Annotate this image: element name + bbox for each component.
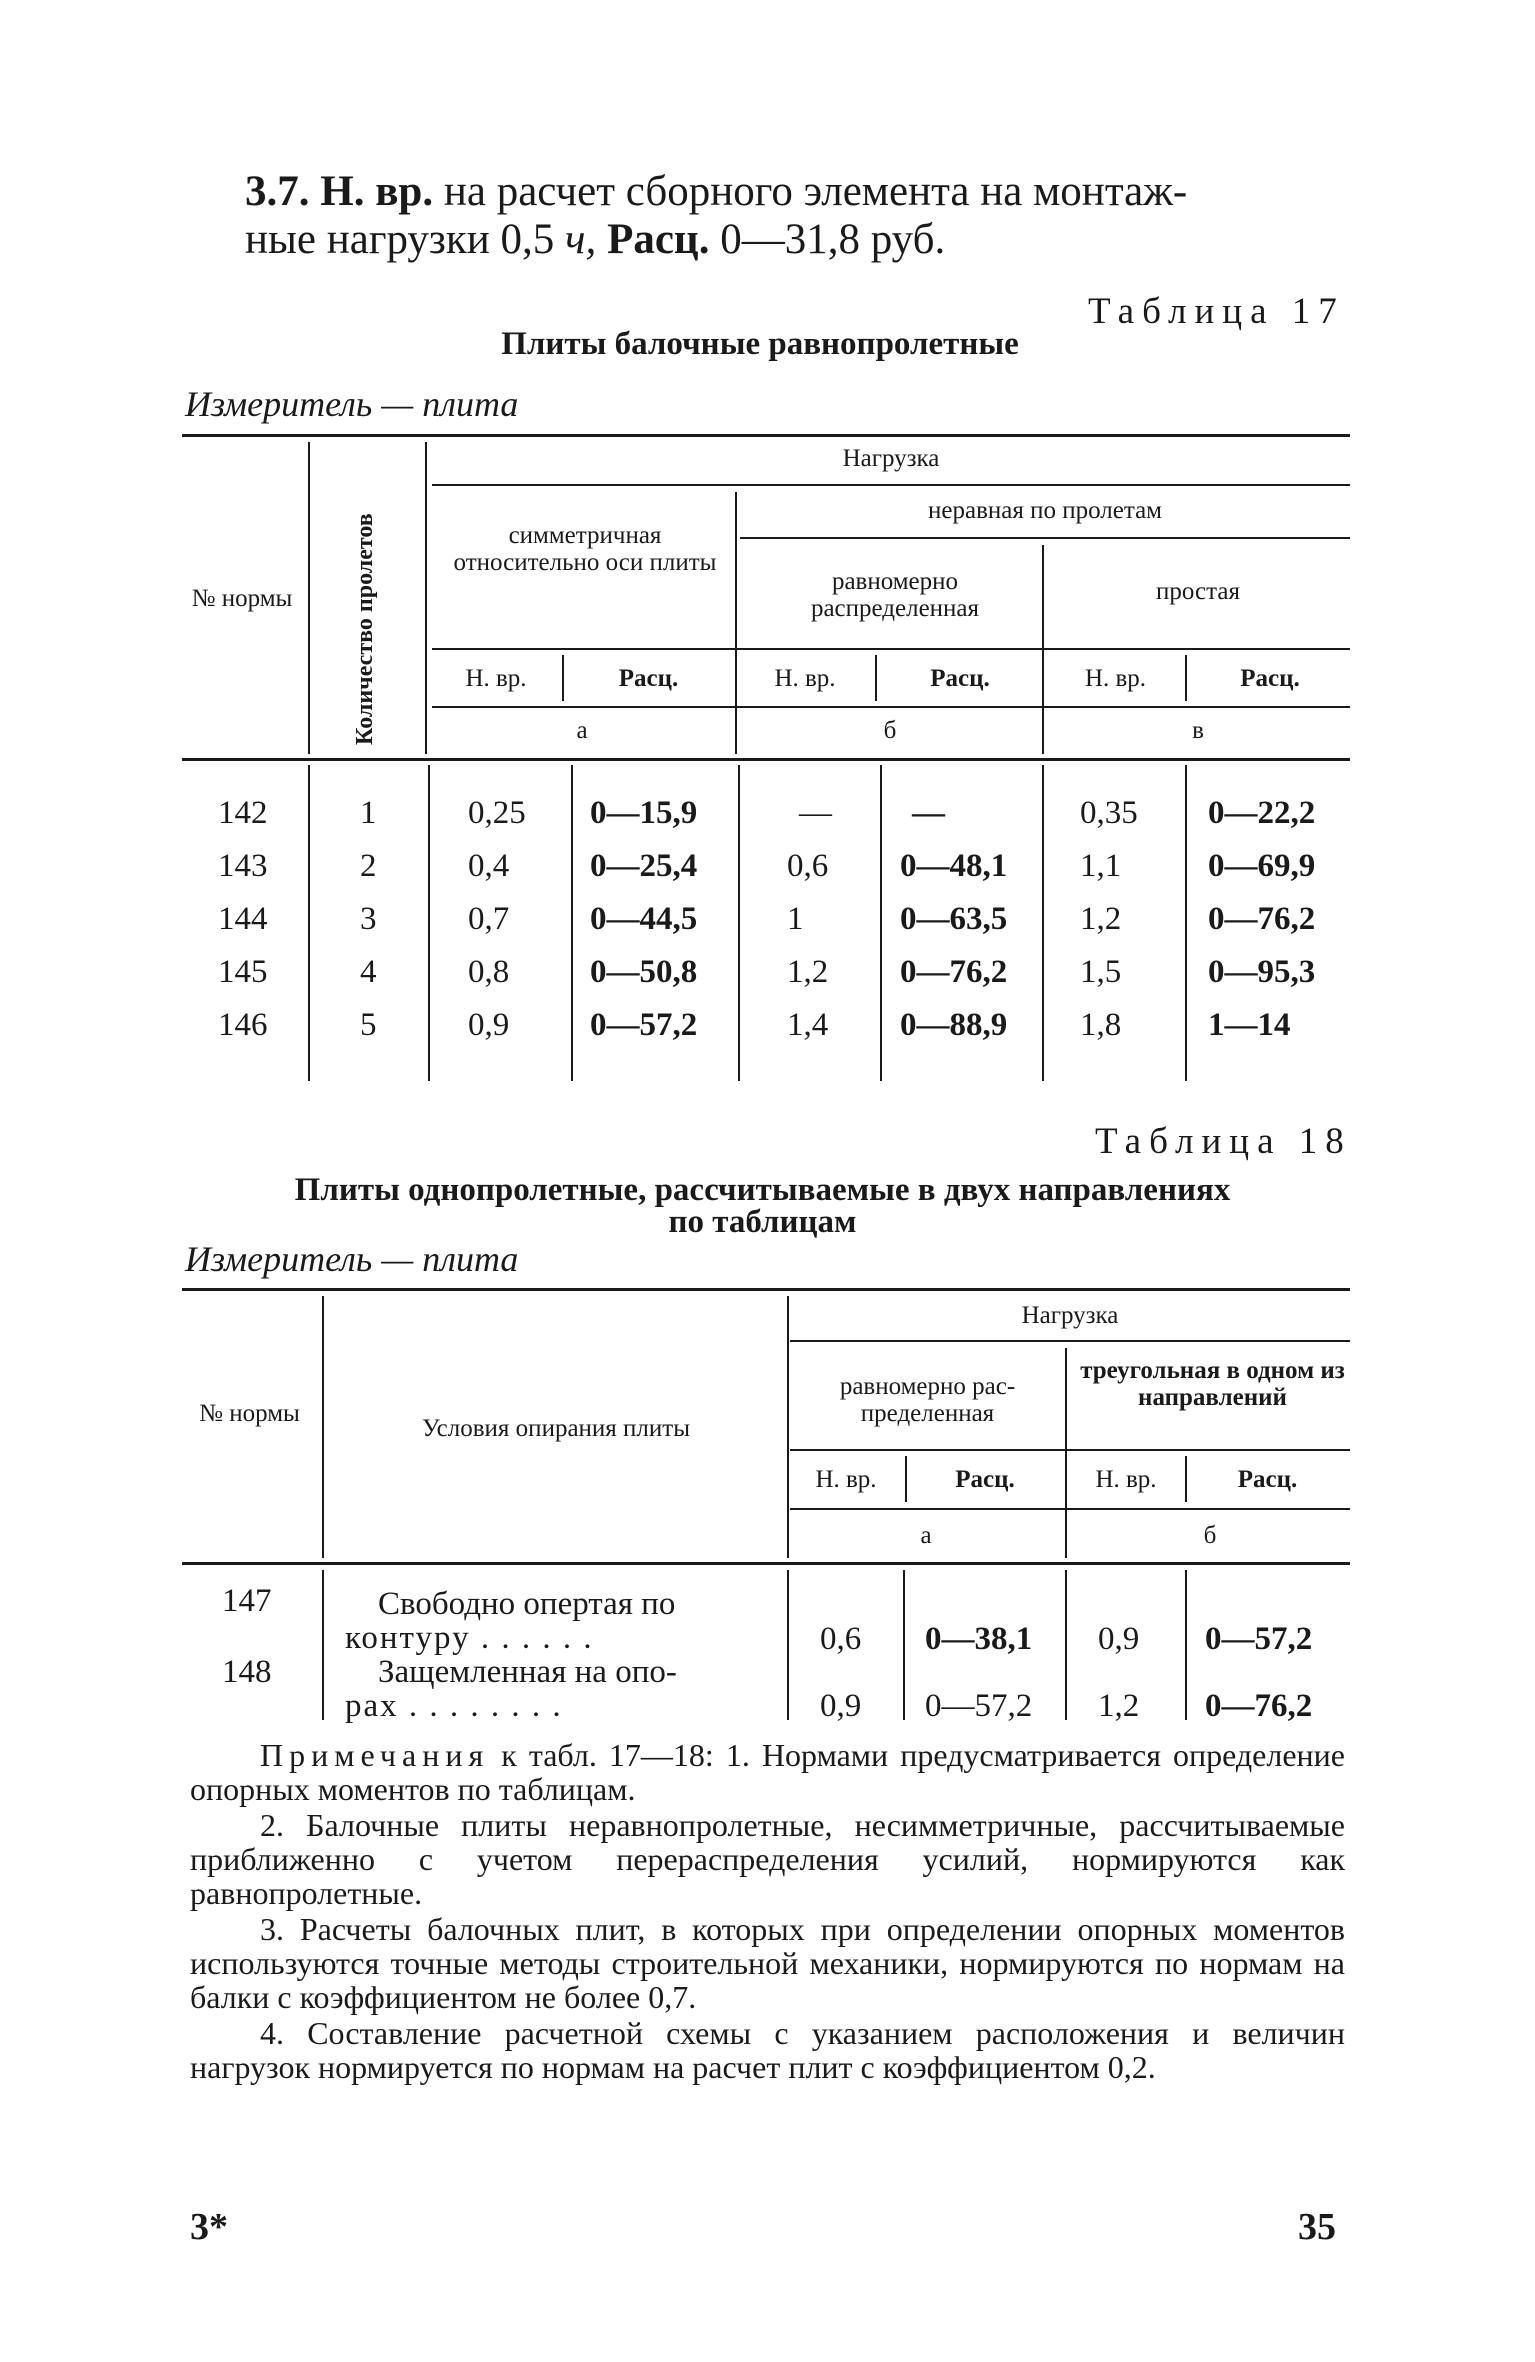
table17-row-142-v-nvr: 0,35 [1080,795,1138,831]
table18-body-vline-3 [903,1570,905,1720]
table17-body-vline-3 [571,765,573,1081]
table17-load-header: Нагрузка [842,445,940,472]
table17-vline-7 [1185,655,1187,701]
table17-simple-header: простая [1156,578,1240,605]
table18-b-nvr-header: Н. вр. [1095,1466,1157,1493]
table17-b-rasc-header: Расц. [930,665,990,692]
table17-col-a: а [576,717,588,744]
table18-top-rule [182,1288,1350,1291]
table17-row-144-spans: 3 [360,901,377,937]
table17-row-143-a-rasc: 0—25,4 [590,848,698,884]
table18-measure: Измеритель — плита [185,1239,519,1279]
intro-unit: ч, [565,216,597,263]
table17-row-146-a-nvr: 0,9 [468,1007,510,1043]
table18-vline-5 [1185,1456,1187,1502]
footer-signature-mark: 3* [190,2206,228,2248]
table17-row-142-a-nvr: 0,25 [468,795,526,831]
table18-uniform-header: равномерно рас-пределенная [839,1373,1016,1427]
table17-vline-5 [562,655,564,701]
table17-row-144-v-nvr: 1,2 [1080,901,1122,937]
note-1 [190,1738,1345,1806]
table18-col-b: б [1203,1522,1217,1549]
table17-v-nvr-header: Н. вр. [1084,665,1147,692]
table18-header-bottom-rule [182,1562,1350,1565]
table17-row-144-no: 144 [218,901,268,937]
table18-norm-header: № нормы [199,1400,300,1427]
table17-row-143-a-nvr: 0,4 [468,848,510,884]
table17-measure: Измеритель — плита [185,384,519,424]
table17-a-nvr-header: Н. вр. [465,665,527,692]
intro-line2-text: ные нагрузки 0,5 [245,216,555,263]
table17-row-146-a-rasc: 0—57,2 [590,1007,698,1043]
table17-load-rule [432,484,1350,486]
table17-row-142-no: 142 [218,795,268,831]
table17-vline-4 [1042,545,1044,754]
table18-body-vline-2 [787,1570,789,1720]
table18-title-line2: по таблицам [668,1204,857,1240]
table18-b-rasc-header: Расц. [1237,1466,1298,1493]
table17-row-145-no: 145 [218,954,268,990]
table18-body-vline-5 [1185,1570,1187,1720]
table17-row-146-b-rasc: 0—88,9 [900,1007,1008,1043]
intro-rasc-label: Расц. [607,216,710,263]
table17-v-rasc-header: Расц. [1240,665,1300,692]
table17-body-vline-6 [1042,765,1044,1081]
table17-row-144-b-rasc: 0—63,5 [900,901,1008,937]
table18-vline-1 [322,1296,324,1558]
table17-top-rule [182,434,1350,437]
table17-row-146-b-nvr: 1,4 [787,1007,829,1043]
table18-row-148-b-rasc: 0—76,2 [1205,1688,1313,1724]
note-1-text: к табл. 17—18: 1. Нормами предусматривается определение опорных моментов по таблицам. [190,1737,1345,1807]
table18-row-147-a-rasc: 0—38,1 [925,1621,1033,1657]
table17-col-b: б [883,717,897,744]
table17-header-bottom-rule [182,758,1350,761]
table17-row-146-v-rasc: 1—14 [1208,1007,1291,1043]
intro-nvr-label: Н. вр. [320,168,434,215]
table17-row-143-b-nvr: 0,6 [787,848,829,884]
table17-body-vline-4 [738,765,740,1081]
table17-row-143-v-rasc: 0—69,9 [1208,848,1316,884]
table18-col-a: а [920,1522,932,1549]
table17-col-v: в [1192,717,1204,744]
table18-row-147-support-l1: Свободно опертая по [378,1586,676,1622]
table18-title-line1: Плиты однопролетные, рассчитываемые в двух направлениях [294,1172,1231,1208]
note-2: 2. Балочные плиты неравнопролетные, несимметричные, рассчитываемые приближенно с учетом перераспределения усилий, нормируются как равнопролетные. [190,1807,1345,1911]
table17-row-142-a-rasc: 0—15,9 [590,795,698,831]
table17-body-vline-1 [308,765,310,1081]
table17-unequal-header: неравная по пролетам [928,497,1162,524]
table18-body-vline-4 [1065,1570,1067,1720]
table18-units-rule [790,1508,1350,1510]
table17-row-146-spans: 5 [360,1007,377,1043]
table17-row-142-spans: 1 [360,795,377,831]
table17-row-143-b-rasc: 0—48,1 [900,848,1008,884]
note-3: 3. Расчеты балочных плит, в которых при определении опорных моментов используются точные методы строительной механики, нормируются по нормам на балки с коэффициентом не более 0,7. [190,1911,1345,2015]
table17-row-143-v-nvr: 1,1 [1080,848,1122,884]
table18-row-147-b-rasc: 0—57,2 [1205,1621,1313,1657]
table17-norm-header: № нормы [191,585,293,612]
table17-row-144-a-nvr: 0,7 [468,901,510,937]
table18-caption: Таблица 18 [1095,1121,1352,1162]
table17-body-vline-5 [880,765,882,1081]
table17-symmetric-header: симметричная относительно оси плиты [453,522,717,576]
table17-vline-2 [425,442,427,754]
table17-body-vline-2 [428,765,430,1081]
table18-row-147-support-l2: контуру . . . . . . [345,1620,594,1656]
table18-row-148-a-nvr: 0,9 [820,1688,862,1724]
intro-line-2 [245,216,1345,264]
table17-title: Плиты балочные равнопролетные [501,326,1019,362]
table17-vline-6 [875,655,877,701]
table18-vline-4 [905,1456,907,1502]
table17-units-rule [432,706,1350,708]
table17-row-144-b-nvr: 1 [787,901,804,937]
notes-label: Примечания [260,1737,490,1773]
table17-b-nvr-header: Н. вр. [774,665,836,692]
table18-row-147-a-nvr: 0,6 [820,1621,862,1657]
table17-row-143-spans: 2 [360,848,377,884]
table18-row-147-b-nvr: 0,9 [1098,1621,1140,1657]
table17-a-rasc-header: Расц. [618,665,679,692]
table18-row-148-b-nvr: 1,2 [1098,1688,1140,1724]
table18-a-nvr-header: Н. вр. [815,1466,877,1493]
table18-vline-3 [1065,1348,1067,1558]
table18-subhead-rule [790,1449,1350,1451]
table17-row-145-b-rasc: 0—76,2 [900,954,1008,990]
table17-subhead-rule [432,648,1350,650]
table18-row-148-a-rasc: 0—57,2 [925,1688,1033,1724]
table18-a-rasc-header: Расц. [955,1466,1015,1493]
table18-body-vline-1 [322,1570,324,1720]
table17-uniform-header: равномерно распределенная [810,568,980,622]
table17-row-145-b-nvr: 1,2 [787,954,829,990]
table17-unequal-rule [740,537,1350,539]
intro-number: 3.7. [245,168,310,215]
table17-vline-1 [308,442,310,754]
table17-row-143-no: 143 [218,848,268,884]
notes-block [190,1738,1345,2086]
table18-support-header: Условия опирания плиты [421,1415,691,1442]
table17-row-145-a-rasc: 0—50,8 [590,954,698,990]
table18-load-header: Нагрузка [1021,1302,1119,1329]
table17-row-146-no: 146 [218,1007,268,1043]
table17-row-144-v-rasc: 0—76,2 [1208,901,1316,937]
table17-row-144-a-rasc: 0—44,5 [590,901,698,937]
table18-row-148-support-l1: Защемленная на опо- [378,1654,677,1690]
table17-row-142-b-nvr: — [799,795,832,831]
intro-line-1 [245,168,1345,216]
table17-caption: Таблица 17 [1088,291,1345,332]
table17-vline-3 [735,492,737,754]
table17-row-145-a-nvr: 0,8 [468,954,510,990]
page-number: 35 [1298,2206,1336,2248]
table17-row-145-spans: 4 [360,954,377,990]
table17-body-vline-7 [1185,765,1187,1081]
intro-rasc-value: 0—31,8 руб. [720,216,946,263]
table17-row-146-v-nvr: 1,8 [1080,1007,1122,1043]
note-4: 4. Составление расчетной схемы с указанием расположения и величин нагрузок нормируется по нормам на расчет плит с коэффициентом 0,2. [190,2015,1345,2085]
table18-triangular-header: треугольная в одном из направлений [1080,1357,1345,1411]
table17-row-142-b-rasc: — [912,795,945,831]
table17-row-142-v-rasc: 0—22,2 [1208,795,1316,831]
table18-vline-2 [787,1296,789,1558]
intro-line1-text: на расчет сборного элемента на монтаж- [443,168,1188,215]
table18-row-148-no: 148 [222,1654,272,1690]
table17-row-145-v-nvr: 1,5 [1080,954,1122,990]
table17-row-145-v-rasc: 0—95,3 [1208,954,1316,990]
table17-spans-header: Количество пролетов [352,513,378,745]
table18-load-rule [790,1340,1350,1342]
table18-row-147-no: 147 [222,1583,272,1619]
intro-paragraph [245,168,1345,264]
table18-row-148-support-l2: рах . . . . . . . . [345,1688,563,1724]
